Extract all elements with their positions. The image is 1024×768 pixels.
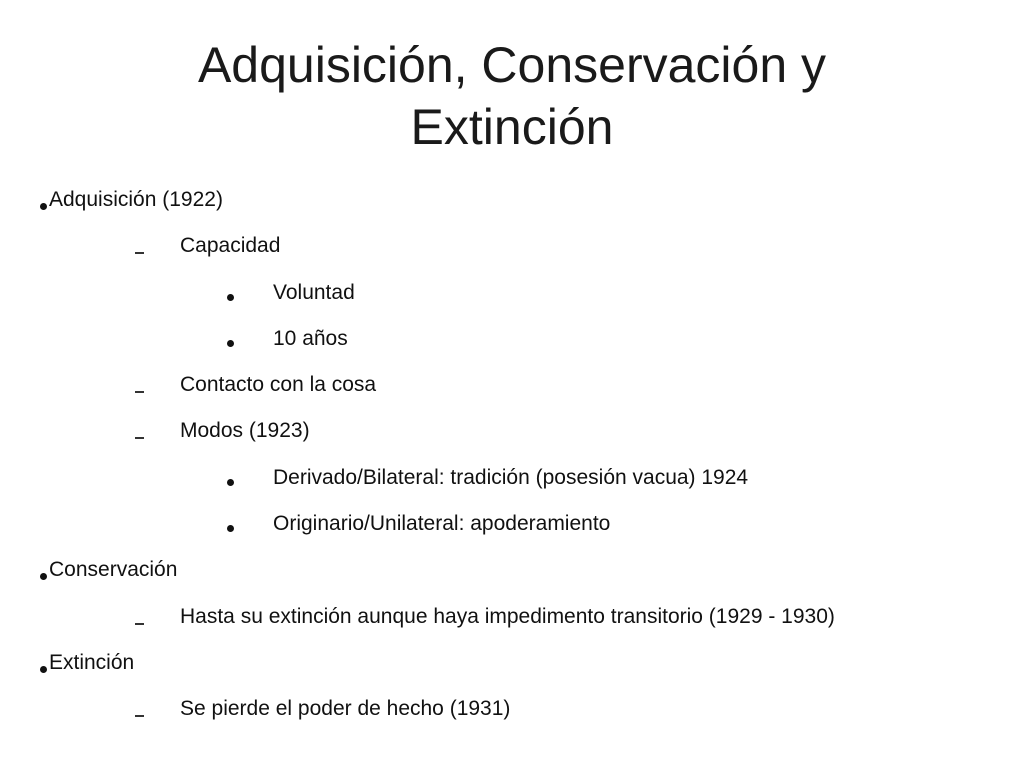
- dash-bullet-icon: [135, 437, 144, 439]
- bullet-item-extincion: [0, 641, 1024, 687]
- bullet-text: Hasta su extinción aunque haya impedimento transitorio (1929 - 1930): [180, 604, 835, 628]
- bullet-text: Modos (1923): [180, 419, 310, 443]
- bullet-dot-icon: [40, 203, 47, 210]
- bullet-text: Derivado/Bilateral: tradición (posesión vacua) 1924: [273, 465, 749, 489]
- bullet-item-hasta-su-extincion: [0, 595, 1024, 641]
- bullet-dot-icon: [40, 666, 47, 673]
- dash-bullet-icon: [135, 252, 144, 254]
- bullet-dot-icon: [227, 294, 234, 301]
- bullet-text: Originario/Unilateral: apoderamiento: [273, 512, 611, 536]
- bullet-dot-icon: [40, 573, 47, 580]
- bullet-dot-icon: [227, 479, 234, 486]
- bullet-text: Capacidad: [180, 234, 281, 258]
- bullet-item-conservacion: [0, 548, 1024, 594]
- bullet-text: Voluntad: [273, 280, 355, 304]
- bullet-text: Conservación: [49, 558, 178, 582]
- bullet-text: Extinción: [49, 650, 135, 674]
- bullet-item-se-pierde: [0, 687, 1024, 733]
- bullet-text: Contacto con la cosa: [180, 373, 377, 397]
- bullet-list: [0, 178, 1024, 734]
- bullet-item-voluntad: [0, 271, 1024, 317]
- dash-bullet-icon: [135, 715, 144, 717]
- bullet-item-capacidad: [0, 224, 1024, 270]
- slide-title-line-1: Adquisición, Conservación y: [197, 37, 827, 93]
- dash-bullet-icon: [135, 623, 144, 625]
- bullet-text: Adquisición (1922): [49, 188, 223, 211]
- bullet-item-originario: [0, 502, 1024, 548]
- bullet-item-contacto: [0, 363, 1024, 409]
- slide-title-line-2: Extinción: [410, 99, 614, 155]
- bullet-dot-icon: [227, 525, 234, 532]
- bullet-item-adquisicion: [0, 178, 1024, 224]
- bullet-item-derivado: [0, 456, 1024, 502]
- bullet-dot-icon: [227, 340, 234, 347]
- slide-title: [0, 34, 1024, 158]
- dash-bullet-icon: [135, 391, 144, 393]
- bullet-text: 10 años: [273, 326, 348, 350]
- bullet-text: Se pierde el poder de hecho (1931): [180, 697, 511, 721]
- bullet-item-10-anos: [0, 317, 1024, 363]
- bullet-item-modos: [0, 409, 1024, 455]
